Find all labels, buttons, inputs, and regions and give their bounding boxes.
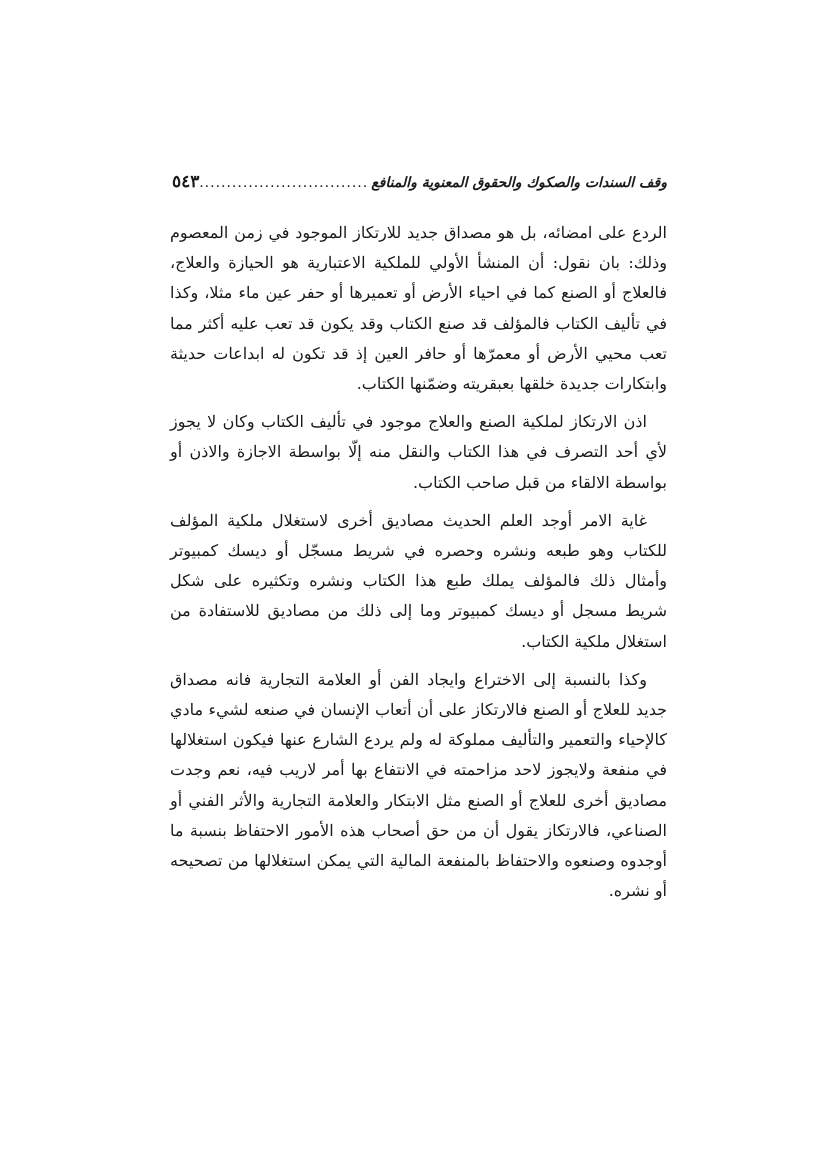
paragraph-1: الردع على امضائه، بل هو مصداق جديد للارتكاز الموجود في زمن المعصوم وذلك: بان نقول: أن المنشأ الأولي للملكية الاعتبارية هو الحيازة والعلاج، فالعلاج أو الصنع كما في احياء الأرض أو تعميرها أو حفر عين ماء مثلا، وكذا في تأليف الكتاب فالمؤلف قد صنع الكتاب وقد يكون قد تعب عليه أكثر مما تعب محيي الأرض أو معمرّها أو حافر العين إذ قد تكون له ابداعات حديثة وابتكارات جديدة خلقها بعبقريته وضمّنها الكتاب. [170,223,667,394]
header-title: وقف السندات والصكوك والحقوق المعنوية والمنافع [371,175,667,191]
paragraph-2: اذن الارتكاز لملكية الصنع والعلاج موجود في تأليف الكتاب وكان لا يجوز لأي أحد التصرف في هذا الكتاب والنقل منه إلّا بواسطة الاجازة والاذن أو بواسطة الالقاء من قبل صاحب الكتاب. [170,412,667,492]
page-number: ٥٤٣ [172,172,200,192]
header-leader-dots [199,175,371,191]
paragraph-3: غاية الامر أوجد العلم الحديث مصاديق أخرى لاستغلال ملكية المؤلف للكتاب وهو طبعه ونشره وحصره في شريط مسجّل أو ديسك كمبيوتر وأمثال ذلك فالمؤلف يملك طبع هذا الكتاب ونشره وتكثيره على شكل شريط مسجل أو ديسك كمبيوتر وما إلى ذلك من مصاديق للاستفادة من استغلال ملكية الكتاب. [170,510,668,651]
running-header [172,172,667,200]
paragraph-4: وكذا بالنسبة إلى الاختراع وايجاد الفن أو العلامة التجارية فانه مصداق جديد للعلاج أو الصنع فالارتكاز على أن أتعاب الإنسان في صنعه لشيء مادي كالإحياء والتعمير والتأليف مملوكة له ولم يردع الشارع عنها فيكون استغلالها في منفعة ولايجوز لاحد مزاحمته في الانتفاع بها أمر لاريب فيه، نعم وجدت مصاديق أخرى للعلاج أو الصنع مثل الابتكار والعلامة التجارية والأثر الفني أو الصناعي، فالارتكاز يقول أن من حق أصحاب هذه الأمور الاحتفاظ بنسبة ما أوجدوه وصنعوه والاحتفاظ بالمنفعة المالية التي يمكن استغلالها من تصحيحه أو نشره. [170,669,667,901]
body-text [170,218,667,914]
